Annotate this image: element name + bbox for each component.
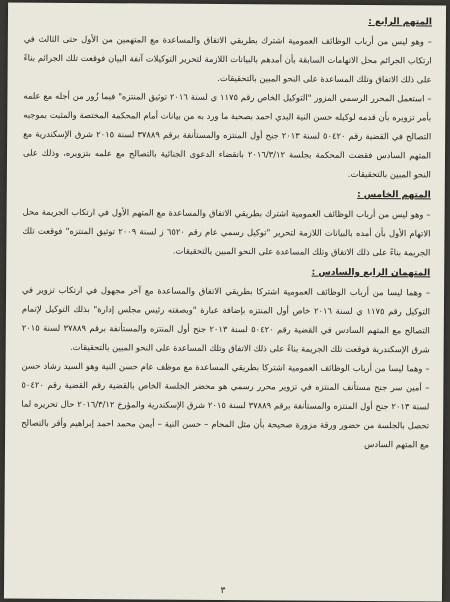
paragraph: – وهما ليسا من أرباب الوظائف العمومية اشتركا بطريقي المساعدة مع موظف عام حسن النية وهو السيد رشاد حسن – أمين سر جنح مستأنف المنتزه في تزوير محرر رسمي هو محضر الجلسة الخاص بالقضية رقم القضية رقم ٥٠٤٢٠ لسنة ٢٠١٣ جنح أول المنتزه والمستأنفة برقم ٣٧٨٨٩ لسنة ٢٠١٥ شرق الإسكندرية والمؤرخ ٢٠١٦/٣/١٢ حال تحريره لما تحصل بالجلسة من حضور ورقة مزورة صحيحة بأن مثل المحام – حسن النية – أيمن محمد احمد إبراهيم وأقر بالتصالح مع المتهم السادس bbox=[21, 360, 430, 450]
section-fifth-defendant bbox=[22, 184, 431, 263]
document-page bbox=[4, 2, 446, 601]
paragraph: – وهو ليس من أرباب الوظائف العمومية اشترك بطريقي الاتفاق والمساعدة مع المتهمين من الأول حتى الثالث في ارتكاب الجرائم محل الاتهامات السابقة بأن أمدهم بالبيانات اللازمة لتحرير التوكيلات آنفة البيان فوقعت تلك الجرائم بناءً على ذلك الاتفاق وتلك المساعدة على النحو المبين بالتحقيقات. bbox=[23, 33, 432, 85]
section-title-text: المتهم الرابع : bbox=[368, 16, 432, 28]
section-fourth-defendant bbox=[23, 11, 432, 185]
paragraph: – وهما ليسا من أرباب الوظائف العمومية اشتركا بطريقي الاتفاق والمساعدة مع آخر مجهول في ارتكاب تزوير في التوكيل رقم ١١٧٥ ي لسنة ٢٠١٦ خاص أول المنتزه بإضافة عبارة "وبصفته رئيس مجلس إدارة" بذلك التوكيل لإتمام التصالح مع المتهم السادس في القضية رقم ٥٠٤٢٠ لسنة ٢٠١٣ جنح أول المنتزه والمستأنفة برقم ٣٧٨٨٩ لسنة ٢٠١٥ شرق الإسكندرية فوقعت تلك الجريمة بناءً على ذلك الاتفاق وتلك المساعدة على النحو المبين بالتحقيقات. bbox=[21, 284, 431, 355]
paragraph: – استعمل المحرر الرسمي المزور "التوكيل الخاص رقم ١١٧٥ ي لسنة ٢٠١٦ توثيق المنتزه" فيما زُور من أجله مع علمه بأمر تزويره بأن قدمه لوكيله حسن النية البدي احمد بصحبة ما ورد به من بيانات أمام المحكمة المختصة والمثبت بموجبه التصالح في القضية رقم ٥٠٤٢٠ لسنة ٢٠١٣ جنح أول المنتزه والمستأنفة برقم ٣٧٨٨٩ لسنة ٢٠١٥ شرق الإسكندرية مع المتهم السادس فقضت المحكمة بجلسة ٢٠١٦/٣/١٢ بانقضاء الدعوى الجنائية بالتصالح مع علمه بتزويره، وذلك على النحو المبين بالتحقيقات. bbox=[23, 90, 432, 180]
section-title-text: المتهمان الرابع والسادس : bbox=[311, 267, 431, 279]
page-number: ٣ bbox=[220, 585, 226, 597]
section-title-text: المتهم الخامس : bbox=[357, 189, 431, 201]
document-body bbox=[21, 9, 432, 455]
section-fourth-and-sixth-defendants bbox=[21, 262, 430, 455]
paragraph: – وهو ليس من أرباب الوظائف العمومية اشترك بطريقي الاتفاق والمساعدة مع المتهم الأول في ارتكاب الجريمة محل الاتهام الأول بأن أمده بالبيانات اللازمة لتحرير "توكيل رسمي عام رقم ٦٥٢٠ ز لسنة ٢٠٠٩ توثيق المنتزه" فوقعت تلك الجريمة بناءً على ذلك الاتفاق وتلك المساعدة على النحو المبين بالتحقيقات. bbox=[22, 206, 431, 258]
